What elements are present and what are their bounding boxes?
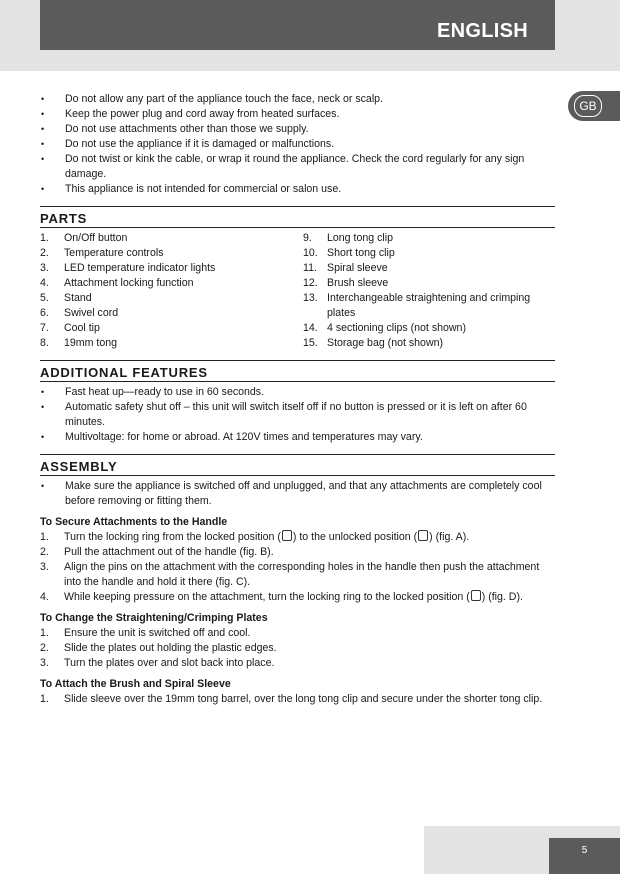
list-item: 4. While keeping pressure on the attachment, turn the locking ring to the locked position ( ) (fig. D). bbox=[40, 591, 523, 603]
subheading-secure-attachments: To Secure Attachments to the Handle bbox=[40, 516, 228, 528]
list-item: • Do not use attachments other than those we supply. bbox=[41, 123, 309, 135]
list-item: 10. Short tong clip bbox=[303, 247, 395, 259]
page-content bbox=[40, 92, 555, 707]
parts-list-left bbox=[40, 231, 303, 351]
list-item: • This appliance is not intended for commercial or salon use. bbox=[41, 183, 342, 195]
list-item: • Make sure the appliance is switched off and unplugged, and that any attachments are completely cool before removing or fitting them. bbox=[41, 480, 542, 507]
plates-steps-list bbox=[40, 626, 555, 671]
list-item: 3. LED temperature indicator lights bbox=[40, 262, 216, 274]
secure-steps-list bbox=[40, 530, 555, 605]
section-heading: ASSEMBLY bbox=[40, 455, 555, 476]
list-item: 9. Long tong clip bbox=[303, 232, 393, 244]
list-item: • Do not use the appliance if it is damaged or malfunctions. bbox=[41, 138, 335, 150]
locked-icon bbox=[282, 530, 292, 541]
language-tab bbox=[40, 0, 555, 50]
list-item: 12. Brush sleeve bbox=[303, 277, 389, 289]
intro-bullet-list bbox=[40, 92, 555, 197]
list-item: • Fast heat up—ready to use in 60 seconds. bbox=[41, 386, 265, 398]
list-item: 15. Storage bag (not shown) bbox=[303, 337, 444, 349]
features-section bbox=[40, 360, 555, 445]
locked-icon bbox=[471, 590, 481, 601]
parts-list-right bbox=[303, 231, 555, 351]
list-item: • Do not twist or kink the cable, or wrap it round the appliance. Check the cord regularly for any sign damage. bbox=[41, 153, 525, 180]
list-item: 2. Temperature controls bbox=[40, 247, 164, 259]
list-item: 3. Turn the plates over and slot back into place. bbox=[40, 657, 275, 669]
list-item: 3. Align the pins on the attachment with the corresponding holes in the handle then push the attachment into the handle and hold it there (fig. C). bbox=[40, 561, 540, 588]
parts-section bbox=[40, 206, 555, 351]
list-item: 2. Slide the plates out holding the plastic edges. bbox=[40, 642, 277, 654]
country-badge bbox=[568, 91, 620, 121]
assembly-section bbox=[40, 454, 555, 707]
list-item: 1. On/Off button bbox=[40, 232, 128, 244]
subheading-attach-brush: To Attach the Brush and Spiral Sleeve bbox=[40, 678, 231, 690]
list-item: 1. Ensure the unit is switched off and cool. bbox=[40, 627, 251, 639]
assembly-bullet-list bbox=[40, 479, 555, 509]
list-item: • Multivoltage: for home or abroad. At 120V times and temperatures may vary. bbox=[41, 431, 423, 443]
page-number: 5 bbox=[581, 845, 588, 856]
features-list bbox=[40, 385, 555, 445]
section-heading: ADDITIONAL FEATURES bbox=[40, 361, 555, 382]
list-item: 14. 4 sectioning clips (not shown) bbox=[303, 322, 466, 334]
list-item: 13. Interchangeable straightening and crimping plates bbox=[303, 292, 531, 319]
list-item: 6. Swivel cord bbox=[40, 307, 119, 319]
list-item: • Do not allow any part of the appliance touch the face, neck or scalp. bbox=[41, 93, 384, 105]
section-heading: PARTS bbox=[40, 207, 555, 228]
list-item: 8. 19mm tong bbox=[40, 337, 117, 349]
list-item: • Automatic safety shut off – this unit will switch itself off if no button is pressed or it is left on after 60 minutes. bbox=[41, 401, 527, 428]
list-item: 5. Stand bbox=[40, 292, 92, 304]
list-item: 4. Attachment locking function bbox=[40, 277, 194, 289]
list-item: 2. Pull the attachment out of the handle (fig. B). bbox=[40, 546, 274, 558]
list-item: 7. Cool tip bbox=[40, 322, 100, 334]
list-item: 11. Spiral sleeve bbox=[303, 262, 388, 274]
page-number-tab bbox=[549, 838, 620, 874]
unlocked-icon bbox=[418, 530, 428, 541]
list-item: 1. Slide sleeve over the 19mm tong barrel, over the long tong clip and secure under the shorter tong clip. bbox=[40, 693, 543, 705]
brush-steps-list bbox=[40, 692, 555, 707]
subheading-change-plates: To Change the Straightening/Crimping Plates bbox=[40, 612, 268, 624]
country-badge-label: GB bbox=[574, 95, 602, 117]
list-item: 1. Turn the locking ring from the locked position ( ) to the unlocked position ( ) (fig. A). bbox=[40, 531, 470, 543]
language-label: ENGLISH bbox=[437, 20, 528, 42]
list-item: • Keep the power plug and cord away from heated surfaces. bbox=[41, 108, 340, 120]
